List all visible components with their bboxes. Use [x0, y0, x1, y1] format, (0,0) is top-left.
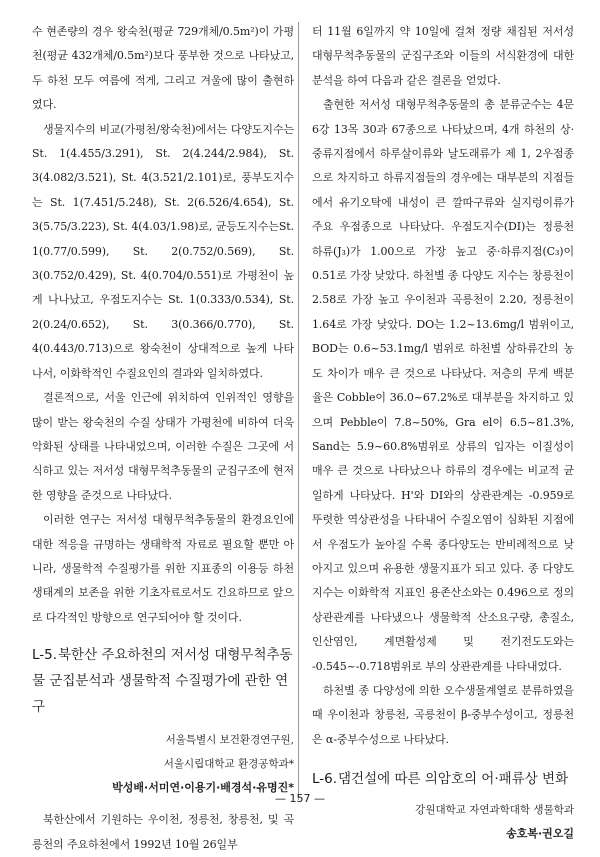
section-number: L-6. — [312, 771, 338, 788]
right-paragraph-1: 터 11월 6일까지 약 10일에 걸쳐 정량 채집된 저서성 대형무척추동물의 군집구조와 이들의 서식환경에 대한 분석을 하여 다음과 같은 결론을 얻었다. — [312, 25, 574, 87]
right-column — [312, 20, 574, 846]
right-paragraph-3: 하천별 종 다양성에 의한 오수생물계열로 분류하였을 때 우이천과 창릉천, 곡릉천이 β-중부수성이고, 정릉천은 α-중부수성으로 나타났다. — [312, 683, 574, 746]
right-paragraph-2: 출현한 저서성 대형무척추동물의 총 분류군수는 4문 6강 13목 30과 67종으로 나타났으며, 4개 하천의 상·중류지점에서 하루살이류와 날도래류가 제 1, 2우점종으로 차지하고 하류지점들의 경우에는 대부분의 지점들에서 유기오탁에 내성이 큰 깔따구류와 실지렁이류가 주요 우점종으로 나타났다. 우점도지수(DI)는 정릉천 하류(J₃)가 1.00으로 가장 높고 중·하류지점(C₃)이 0.51로 가장 낮았다. 하천별 종 다양도 지수는 창릉천이 2.58로 가장 높고 우이천과 곡릉천이 2.20, 정릉천이 1.64로 가장 낮았다. DO는 1.2~13.6mg/l 범위이고, BOD는 0.6~53.1mg/l 범위로 하천별 상하류간의 농도 차이가 매우 큰 것으로 나타났다. 저층의 무게 백분율은 Cobble이 36.0~67.2%로 대부분을 차지하고 있으며 Pebble이 7.8~50%, Gra el이 6.5~81.3%, Sand는 5.9~60.8%범위로 상류의 입자는 이질성이 매우 큰 것으로 나타났으나 하류의 경우에는 비교적 균일하게 나타났다. H'와 DI와의 상관관계는 -0.959로 뚜렷한 역상관성을 나타내어 수질오염이 심화된 지점에서 우점도가 높아질 수록 종다양도는 반비례적으로 낮아지고 있으며 유용한 생물지표가 되고 있다. 종 다양도 지수는 이화학적 지표인 용존산소와는 0.496으로 정의 상관관계를 나타냈으나 생물학적 산소요구량, 총질소, 인산염인, 계면활성제 및 전기전도도와는 -0.545~-0.718범위로 부의 상관관계를 나타내었다. — [312, 98, 574, 673]
left-paragraph-5: 북한산에서 기원하는 우이천, 정릉천, 창릉천, 및 곡릉천의 주요하천에서 1992년 10월 26일부 — [32, 813, 294, 851]
affiliation-2: 서울시립대학교 환경공학과* — [163, 758, 294, 771]
left-paragraph-3: 결론적으로, 서울 인근에 위치하여 인위적인 영향을 많이 받는 왕숙천의 수질 상태가 가평천에 비하여 더욱 악화된 상태를 나타내었으며, 이러한 수질은 그곳에 서식하고 있는 저서성 대형무척추동물의 군집구조에 현저한 영향을 준것으로 나타났다. — [32, 391, 294, 502]
author-list: 박성배·서미연·이용기·배경석·유명진* — [112, 781, 294, 795]
section-title: 북한산 주요하천의 저서성 대형무척추동물 군집분석과 생물학적 수질평가에 관한 연구 — [32, 647, 293, 716]
affiliation-1: 서울특별시 보건환경연구원, — [165, 734, 294, 747]
left-paragraph-2: 생물지수의 비교(가평천/왕숙천)에서는 다양도지수는 St. 1(4.455/3.291), St. 2(4.244/2.984), St. 3(4.082/3.521), St. 4(3.521/2.101)로, 풍부도지수는 St. 1(7.451/5.248), St. 2(6.526/4.654), St. 3(5.75/3.223), St. 4(4.03/1.98)로, 균등도지수는St. 1(0.77/0.599), St. 2(0.752/0.569), St. 3(0.752/0.429), St. 4(0.704/0.551)로 가평천이 높게 나나났고, 우점도지수는 St. 1(0.333/0.534), St. 2(0.24/0.652), St. 3(0.366/0.770), St. 4(0.443/0.713)으로 왕숙천이 상대적으로 높게 나타나서, 이화학적인 수질요인의 결과와 일치하였다. — [32, 122, 295, 380]
section-heading-l6 — [312, 766, 574, 792]
page-number: — 157 — — [275, 792, 325, 805]
left-column — [32, 20, 294, 857]
affiliation: 강원대학교 자연과학대학 생물학과 — [415, 804, 574, 817]
column-divider — [298, 22, 299, 800]
left-paragraph-1: 수 현존량의 경우 왕숙천(평균 729개체/0.5m²)이 가평천(평균 432개체/0.5m²)보다 풍부한 것으로 나타났고, 두 하천 모두 여름에 적게, 그리고 겨울에 많이 출현하였다. — [32, 25, 294, 112]
section-title: 댐건설에 따른 의암호의 어·패류상 변화 — [338, 771, 569, 788]
section-number: L-5. — [32, 647, 58, 664]
section-heading-l5 — [32, 642, 294, 720]
author-list: 송호복·권오길 — [506, 827, 574, 841]
left-paragraph-4: 이러한 연구는 저서성 대형무척추동물의 환경요인에 대한 적응을 규명하는 생태학적 자료로 필요할 뿐만 아니라, 생물학적 수질평가를 위한 지표종의 이용등 하천생태계의 보존을 위한 기초자료로서도 긴요하므로 앞으로 다각적인 방향으로 연구되어야 할 것이다. — [32, 513, 294, 624]
